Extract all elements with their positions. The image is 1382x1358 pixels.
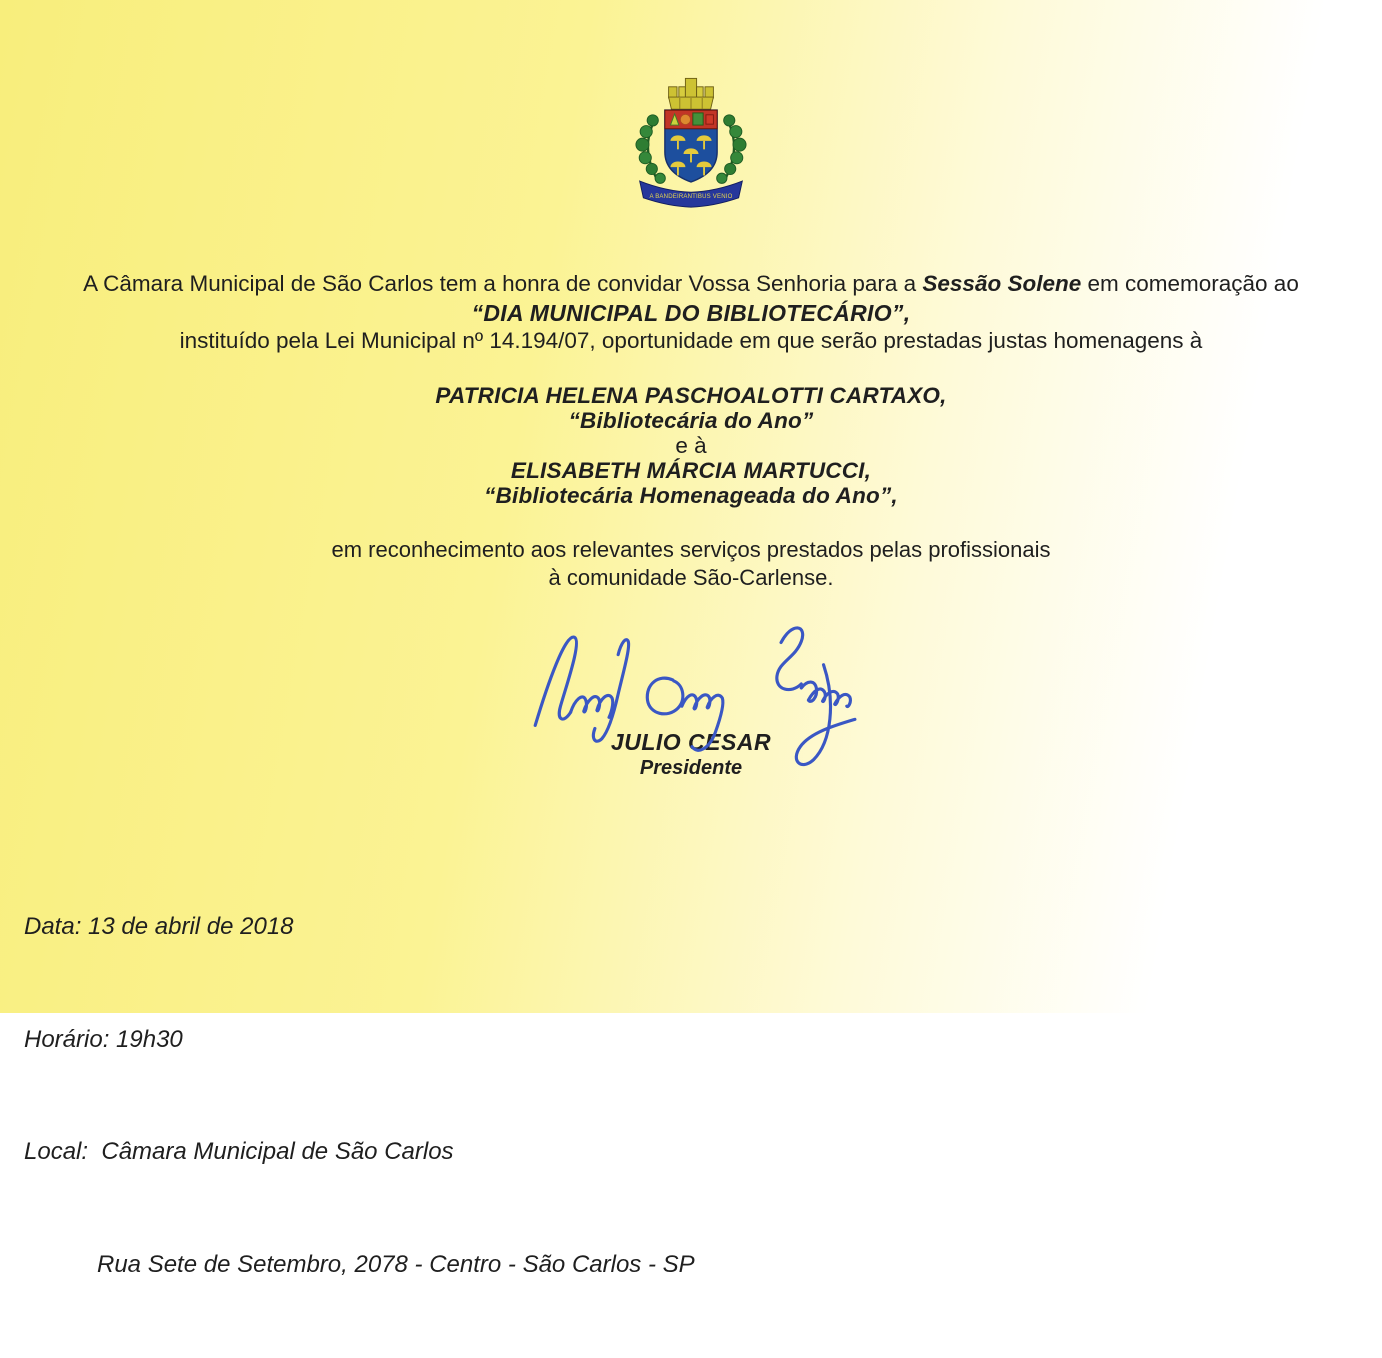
- detail-date: Data: 13 de abril de 2018: [24, 913, 294, 940]
- detail-location: Local: Câmara Municipal de São Carlos: [24, 1138, 454, 1165]
- detail-time: Horário: 19h30: [24, 1025, 183, 1053]
- law-line: instituído pela Lei Municipal nº 14.194/07, oportunidade em que serão prestadas justas homenagens à: [179, 328, 1203, 353]
- intro-paragraph: [0, 270, 1382, 356]
- shield: [665, 110, 717, 182]
- honoree2-name: ELISABETH MÁRCIA MARTUCCI,: [510, 458, 872, 483]
- mural-crown: [669, 78, 714, 109]
- intro-emphasis: Sessão Solene: [922, 271, 1082, 296]
- event-title: “DIA MUNICIPAL DO BIBLIOTECÁRIO”,: [471, 299, 911, 326]
- crest-motto-text: A BANDEIRANTIBUS VENIO: [649, 193, 733, 200]
- signer-block: [0, 729, 1382, 781]
- closing-line1: em reconhecimento aos relevantes serviços prestados pelas profissionais: [331, 537, 1051, 562]
- closing-line2: à comunidade São-Carlense.: [548, 565, 834, 590]
- detail-address: Rua Sete de Setembro, 2078 - Centro - São Carlos - SP: [97, 1250, 695, 1278]
- closing-paragraph: [0, 536, 1382, 592]
- intro-pre: A Câmara Municipal de São Carlos tem a honra de convidar Vossa Senhoria para a: [83, 271, 923, 296]
- intro-line: [0, 270, 1382, 299]
- motto-banner: [640, 181, 743, 207]
- intro-post: em comemoração ao: [1081, 271, 1299, 296]
- event-details: [24, 833, 695, 1358]
- honoree1-name: PATRICIA HELENA PASCHOALOTTI CARTAXO,: [435, 383, 947, 408]
- honorees-block: [0, 383, 1382, 508]
- honoree2-title: “Bibliotecária Homenageada do Ano”,: [484, 483, 898, 508]
- honorees-connector: e à: [675, 433, 707, 458]
- sao-carlos-coat-of-arms-icon: [621, 66, 761, 219]
- signer-role: Presidente: [639, 757, 743, 779]
- honoree1-title: “Bibliotecária do Ano”: [568, 408, 814, 433]
- signer-name: JULIO CESAR: [610, 729, 772, 755]
